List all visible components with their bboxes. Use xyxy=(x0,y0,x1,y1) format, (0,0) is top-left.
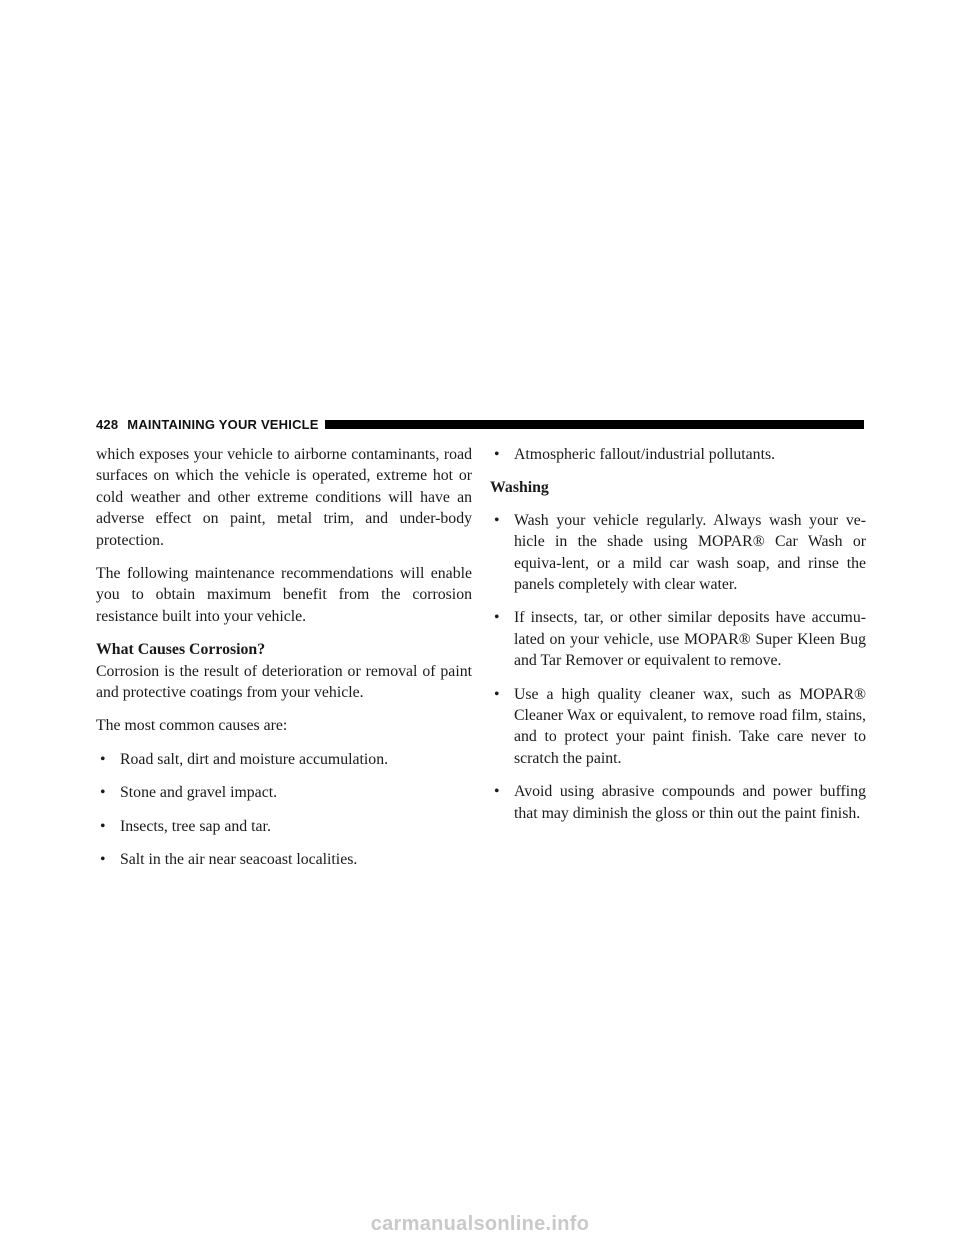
paragraph-corrosion-definition: Corrosion is the result of deterioration or removal of paint and protective coatings from your vehicle. xyxy=(96,662,472,702)
left-column xyxy=(96,444,472,883)
bullet-icon: • xyxy=(100,851,106,869)
list-item: • Wash your vehicle regularly. Always wash your ve-hicle in the shade using MOPAR® Car Wash or equiva-lent, or a mild car wash soap, and rinse the panels completely with clear water. xyxy=(494,511,866,594)
bullet-icon: • xyxy=(494,783,500,801)
list-item: • Road salt, dirt and moisture accumulation. xyxy=(96,749,472,770)
list-item: • If insects, tar, or other similar deposits have accumu-lated on your vehicle, use MOPAR® Super Kleen Bug and Tar Remover or equivalent to remove. xyxy=(494,609,866,670)
list-item: • Salt in the air near seacoast localities. xyxy=(96,849,472,870)
bullet-icon: • xyxy=(494,685,500,703)
bullet-icon: • xyxy=(100,750,106,768)
watermark: carmanualsonline.info xyxy=(370,1213,590,1235)
list-item: • Atmospheric fallout/industrial pollutants. xyxy=(490,444,866,465)
bullet-icon: • xyxy=(494,511,500,529)
page-number: 428 xyxy=(96,416,119,432)
paragraph-common-causes: The most common causes are: xyxy=(96,717,288,735)
list-item: • Avoid using abrasive compounds and power buffing that may diminish the gloss or thin out the paint finish. xyxy=(494,783,866,822)
bullet-icon: • xyxy=(100,817,106,835)
header-rule xyxy=(325,420,864,429)
bullet-icon: • xyxy=(494,446,500,463)
list-item: • Insects, tree sap and tar. xyxy=(96,816,472,837)
bullet-icon: • xyxy=(494,609,500,627)
right-column xyxy=(490,444,866,836)
list-item: • Stone and gravel impact. xyxy=(96,782,472,803)
page-header xyxy=(96,414,864,434)
paragraph-recommendations: The following maintenance recommendations will enable you to obtain maximum benefit from the corrosion resistance built into your vehicle. xyxy=(96,565,472,625)
heading-what-causes-corrosion: What Causes Corrosion? xyxy=(96,641,266,659)
section-title: MAINTAINING YOUR VEHICLE xyxy=(127,416,319,432)
list-item: • Use a high quality cleaner wax, such as MOPAR® Cleaner Wax or equivalent, to remove road film, stains, and to protect your paint finish. Take care never to scratch the paint. xyxy=(494,685,866,767)
paragraph-contaminants: which exposes your vehicle to airborne contaminants, road surfaces on which the vehicle is operated, extreme hot or cold weather and other extreme conditions will have an adverse effect on paint, metal trim, and under-body protection. xyxy=(96,446,472,549)
bullet-icon: • xyxy=(100,784,106,802)
heading-washing: Washing xyxy=(490,479,549,497)
